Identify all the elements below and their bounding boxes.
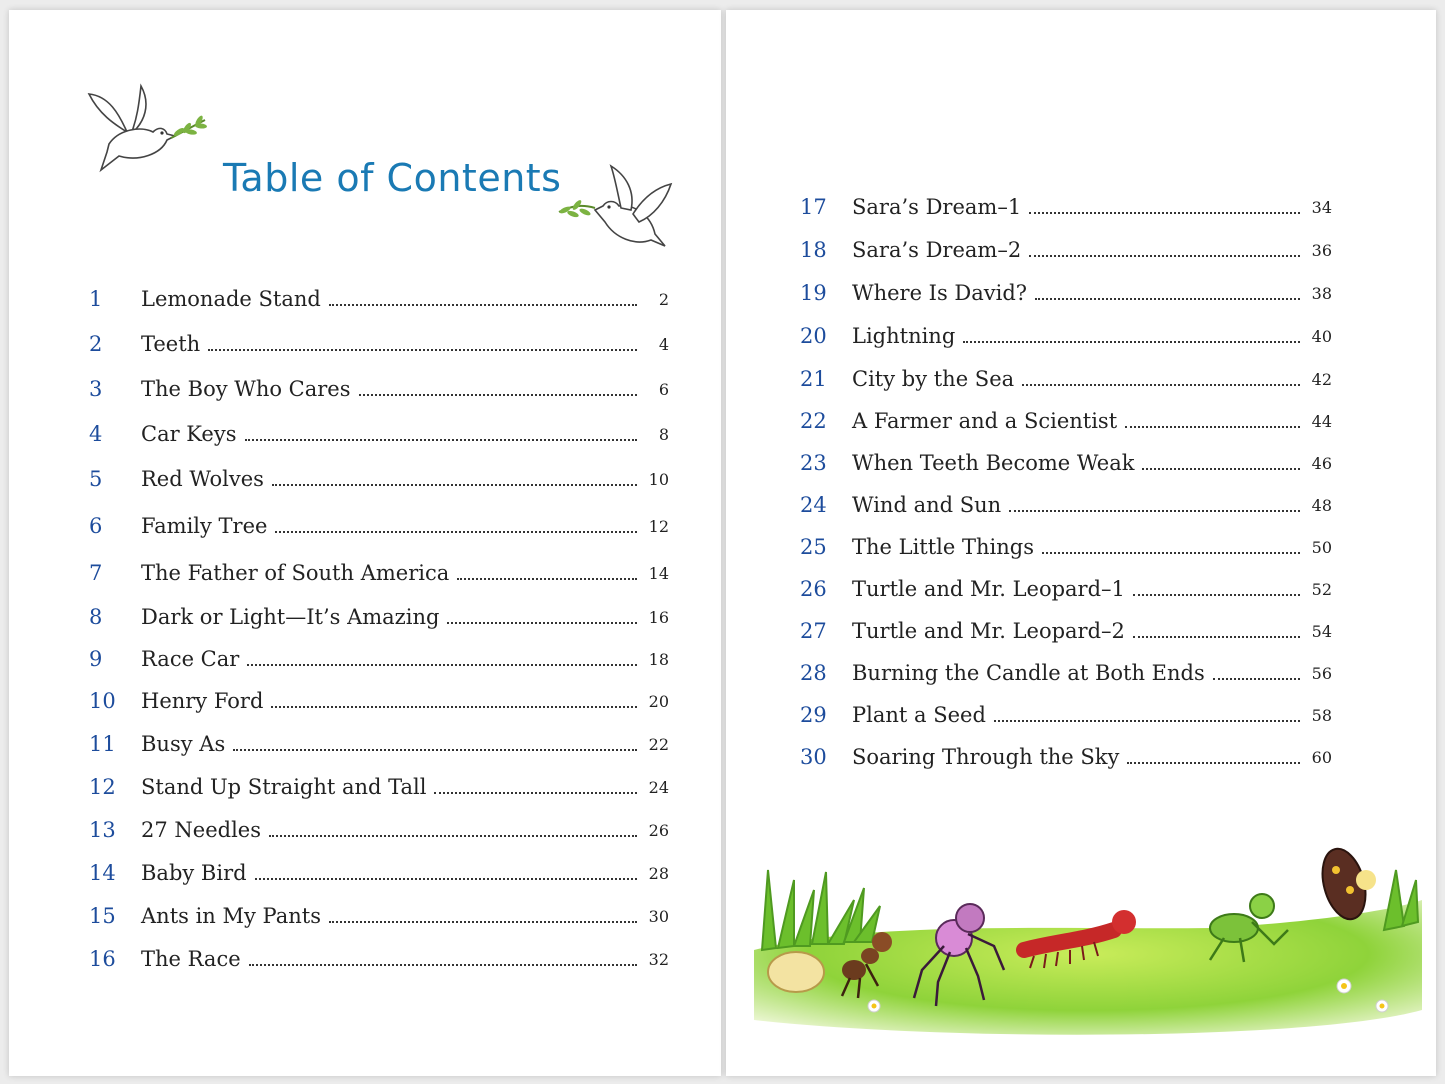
chapter-number: 30	[800, 745, 827, 769]
moth-icon	[1315, 844, 1376, 924]
dot-leader	[1009, 510, 1300, 512]
dove-with-olive-branch-icon	[555, 160, 675, 260]
dot-leader	[233, 749, 637, 751]
page-number: 42	[1311, 369, 1332, 389]
chapter-title: Soaring Through the Sky	[852, 745, 1120, 769]
chapter-title: A Farmer and a Scientist	[852, 409, 1118, 433]
toc-entry	[800, 446, 1332, 480]
chapter-number: 8	[89, 605, 103, 629]
dot-leader	[1035, 298, 1300, 300]
page-number: 8	[658, 424, 669, 444]
chapter-title: Baby Bird	[141, 861, 247, 885]
dot-leader	[1213, 678, 1300, 680]
toc-entry	[800, 530, 1332, 564]
dot-leader	[434, 792, 637, 794]
chapter-title: Dark or Light—It’s Amazing	[141, 605, 440, 629]
chapter-title: Wind and Sun	[852, 493, 1002, 517]
chapter-number: 17	[800, 195, 827, 219]
page-number: 48	[1311, 495, 1332, 515]
chapter-title: Turtle and Mr. Leopard–1	[852, 577, 1125, 601]
toc-entry	[89, 327, 669, 361]
chapter-title: 27 Needles	[141, 818, 261, 842]
chapter-number: 11	[89, 732, 116, 756]
dot-leader	[1029, 255, 1300, 257]
dot-leader	[271, 706, 637, 708]
chapter-number: 10	[89, 689, 116, 713]
page-number: 14	[648, 563, 669, 583]
dot-leader	[1022, 384, 1300, 386]
toc-entry	[800, 572, 1332, 606]
chapter-title: Turtle and Mr. Leopard–2	[852, 619, 1125, 643]
chapter-title: Lightning	[852, 324, 956, 348]
toc-entry	[800, 319, 1332, 353]
chapter-title: Sara’s Dream–1	[852, 195, 1022, 219]
chapter-title: Burning the Candle at Both Ends	[852, 661, 1205, 685]
dot-leader	[1142, 468, 1300, 470]
chapter-number: 29	[800, 703, 827, 727]
toc-entry	[89, 417, 669, 451]
chapter-number: 22	[800, 409, 827, 433]
chapter-title: The Race	[141, 947, 241, 971]
chapter-number: 21	[800, 367, 827, 391]
page-number: 28	[648, 863, 669, 883]
toc-entry	[89, 509, 669, 543]
toc-entry	[800, 190, 1332, 224]
toc-entry	[89, 462, 669, 496]
chapter-number: 26	[800, 577, 827, 601]
chapter-number: 28	[800, 661, 827, 685]
chapter-title: Car Keys	[141, 422, 237, 446]
toc-entry	[800, 740, 1332, 774]
toc-entry	[89, 282, 669, 316]
chapter-title: Busy As	[141, 732, 226, 756]
dot-leader	[457, 578, 637, 580]
page-number: 50	[1311, 537, 1332, 557]
chapter-number: 16	[89, 947, 116, 971]
dot-leader	[1029, 212, 1300, 214]
chapter-number: 3	[89, 377, 103, 401]
chapter-number: 12	[89, 775, 116, 799]
chapter-number: 6	[89, 514, 103, 538]
dot-leader	[1133, 594, 1300, 596]
chapter-title: Red Wolves	[141, 467, 264, 491]
page-number: 44	[1311, 411, 1332, 431]
chapter-title: Sara’s Dream–2	[852, 238, 1022, 262]
dot-leader	[359, 394, 637, 396]
page-number: 6	[658, 379, 669, 399]
insects-on-grass-illustration	[754, 810, 1422, 1040]
page-number: 40	[1311, 326, 1332, 346]
toc-entry	[800, 488, 1332, 522]
chapter-number: 13	[89, 818, 116, 842]
chapter-title: The Boy Who Cares	[141, 377, 351, 401]
toc-entry	[89, 600, 669, 634]
dot-leader	[255, 878, 637, 880]
page-number: 38	[1311, 283, 1332, 303]
chapter-number: 14	[89, 861, 116, 885]
chapter-number: 24	[800, 493, 827, 517]
toc-entry	[800, 362, 1332, 396]
chapter-number: 1	[89, 287, 103, 311]
page-number: 30	[648, 906, 669, 926]
chapter-title: Stand Up Straight and Tall	[141, 775, 427, 799]
toc-entry	[800, 614, 1332, 648]
page-number: 54	[1311, 621, 1332, 641]
chapter-title: When Teeth Become Weak	[852, 451, 1135, 475]
dot-leader	[269, 835, 637, 837]
toc-entry	[800, 276, 1332, 310]
chapter-number: 23	[800, 451, 827, 475]
toc-entry	[89, 770, 669, 804]
toc-entry	[800, 656, 1332, 690]
chapter-number: 27	[800, 619, 827, 643]
page-number: 24	[648, 777, 669, 797]
chapter-number: 9	[89, 647, 103, 671]
page-number: 2	[658, 289, 669, 309]
page-number: 58	[1311, 705, 1332, 725]
toc-entry	[89, 856, 669, 890]
chapter-title: Ants in My Pants	[141, 904, 321, 928]
dot-leader	[447, 622, 637, 624]
toc-entry	[89, 684, 669, 718]
page-number: 36	[1311, 240, 1332, 260]
chapter-number: 2	[89, 332, 103, 356]
toc-entry	[89, 942, 669, 976]
page-number: 60	[1311, 747, 1332, 767]
toc-entry	[89, 899, 669, 933]
dot-leader	[275, 531, 637, 533]
chapter-title: The Little Things	[852, 535, 1034, 559]
page-number: 16	[648, 607, 669, 627]
chapter-number: 20	[800, 324, 827, 348]
page-number: 18	[648, 649, 669, 669]
dot-leader	[1125, 426, 1300, 428]
toc-entry	[800, 404, 1332, 438]
page-number: 4	[658, 334, 669, 354]
chapter-number: 15	[89, 904, 116, 928]
chapter-number: 4	[89, 422, 103, 446]
chapter-title: Teeth	[141, 332, 201, 356]
chapter-number: 5	[89, 467, 103, 491]
dot-leader	[963, 341, 1300, 343]
toc-entry	[800, 233, 1332, 267]
dot-leader	[329, 304, 637, 306]
chapter-title: The Father of South America	[141, 561, 450, 585]
page-number: 52	[1311, 579, 1332, 599]
right-page	[726, 10, 1436, 1076]
dot-leader	[245, 439, 638, 441]
chapter-title: Where Is David?	[852, 281, 1028, 305]
chapter-title: Family Tree	[141, 514, 268, 538]
toc-entry	[89, 556, 669, 590]
page-number: 34	[1311, 197, 1332, 217]
dot-leader	[272, 484, 637, 486]
page-number: 32	[648, 949, 669, 969]
page-number: 10	[648, 469, 669, 489]
left-page	[9, 10, 721, 1076]
dot-leader	[1133, 636, 1300, 638]
page-number: 56	[1311, 663, 1332, 683]
chapter-title: Plant a Seed	[852, 703, 986, 727]
page-number: 22	[648, 734, 669, 754]
chapter-number: 7	[89, 561, 103, 585]
dot-leader	[1127, 762, 1300, 764]
page-number: 26	[648, 820, 669, 840]
chapter-title: Henry Ford	[141, 689, 264, 713]
toc-entry	[800, 698, 1332, 732]
dot-leader	[329, 921, 637, 923]
page-title: Table of Contents	[223, 156, 562, 200]
dot-leader	[249, 964, 637, 966]
toc-entry	[89, 727, 669, 761]
chapter-title: City by the Sea	[852, 367, 1015, 391]
page-number: 46	[1311, 453, 1332, 473]
page-number: 12	[648, 516, 669, 536]
dot-leader	[1042, 552, 1300, 554]
chapter-number: 25	[800, 535, 827, 559]
page-number: 20	[648, 691, 669, 711]
dot-leader	[208, 349, 637, 351]
toc-entry	[89, 372, 669, 406]
toc-entry	[89, 813, 669, 847]
toc-entry	[89, 642, 669, 676]
chapter-title: Race Car	[141, 647, 240, 671]
chapter-number: 19	[800, 281, 827, 305]
dot-leader	[247, 664, 637, 666]
dove-with-olive-branch-icon	[79, 74, 209, 184]
chapter-number: 18	[800, 238, 827, 262]
chapter-title: Lemonade Stand	[141, 287, 321, 311]
dot-leader	[994, 720, 1300, 722]
